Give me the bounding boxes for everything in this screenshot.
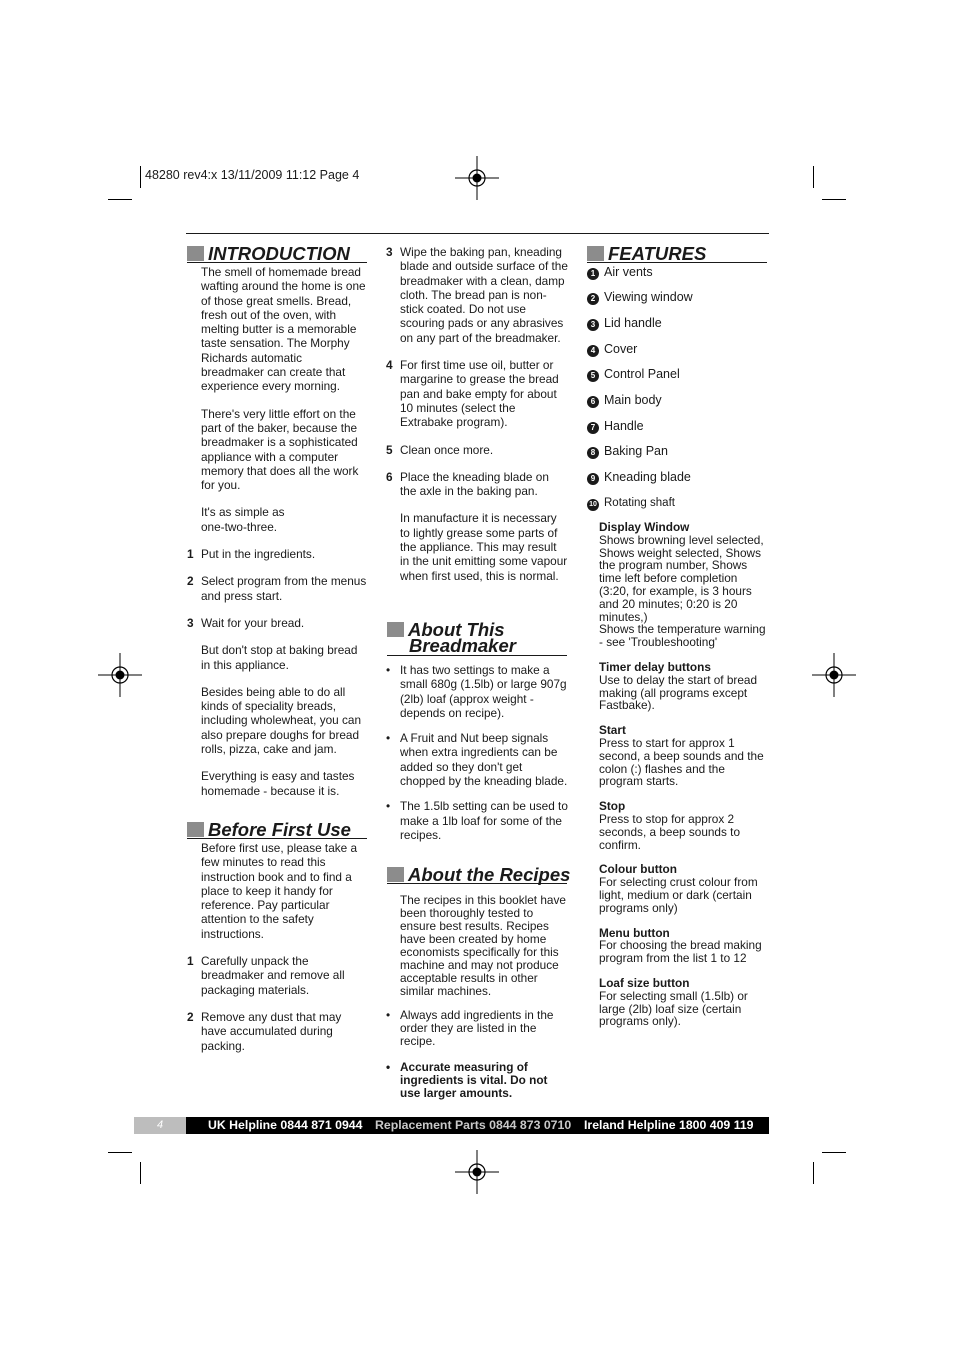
about-breadmaker-heading: About This Breadmaker — [387, 622, 516, 654]
heading-square — [187, 822, 204, 837]
registration-mark-left — [98, 653, 142, 697]
crop-mark — [108, 199, 132, 200]
timer-delay-text: Use to delay the start of bread making (all programs except Fastbake). — [599, 672, 758, 713]
number-badge: 10 — [587, 499, 599, 511]
top-rule — [186, 233, 769, 234]
heading-square — [587, 246, 604, 261]
intro-paragraph: Besides being able to do all kinds of speciality breads, including wholewheat, you can also prepare doughs for bread rolls, pizza, cake and jam. — [201, 684, 362, 757]
feature-item: 7 Handle — [587, 419, 644, 434]
list-item: 1 Carefully unpack the breadmaker and remove all packaging materials. — [187, 954, 345, 997]
colour-button-text: For selecting crust colour from light, medium or dark (certain programs only) — [599, 875, 758, 915]
about-recipes-column — [386, 894, 568, 1100]
number-badge: 6 — [587, 396, 599, 408]
crop-mark — [822, 1152, 846, 1153]
registration-mark-right — [812, 653, 856, 697]
number-badge: 1 — [587, 268, 599, 280]
start-heading: Start — [599, 723, 626, 738]
list-item: 2 Remove any dust that may have accumulated during packing. — [187, 1009, 342, 1053]
introduction-heading: INTRODUCTION — [187, 245, 350, 262]
crop-mark — [140, 166, 141, 188]
intro-paragraph: Everything is easy and tastes homemade - because it is. — [201, 769, 355, 798]
feature-item: 8 Baking Pan — [587, 444, 668, 459]
heading-rule — [387, 883, 567, 884]
about-breadmaker-column — [386, 663, 568, 842]
menu-button-heading: Menu button — [599, 925, 670, 940]
loaf-size-text: For selecting small (1.5lb) or large (2lb) loaf size (certain programs only). — [599, 988, 748, 1029]
before-paragraph: Before first use, please take a few minutes to read this instruction book and to find a place to keep it handy for reference. Pay particular attention to the safety instructions. — [201, 841, 358, 941]
heading-rule — [187, 838, 367, 839]
about-recipes-heading: About the Recipes — [387, 866, 570, 883]
intro-paragraph: It's as simple as one-two-three. — [201, 505, 285, 534]
print-slug: 48280 rev4:x 13/11/2009 11:12 Page 4 — [145, 168, 360, 182]
loaf-size-heading: Loaf size button — [599, 975, 690, 990]
list-item: 5 Clean once more. — [386, 442, 494, 457]
number-badge: 8 — [587, 447, 599, 459]
middle-column — [386, 245, 568, 583]
heading-square — [387, 867, 404, 882]
ireland-helpline: Ireland Helpline 1800 409 119 — [584, 1118, 754, 1132]
features-heading: FEATURES — [587, 245, 706, 262]
crop-mark — [822, 199, 846, 200]
feature-item: 5 Control Panel — [587, 367, 680, 382]
before-first-use-column — [187, 841, 367, 1053]
helpline-footer — [186, 1117, 769, 1134]
crop-mark — [813, 1162, 814, 1184]
number-badge: 2 — [587, 293, 599, 305]
registration-mark-top — [455, 156, 499, 200]
stop-heading: Stop — [599, 799, 626, 814]
introduction-column — [187, 265, 367, 798]
note-paragraph: In manufacture it is necessary to lightly grease some parts of the appliance. This may result in the unit emitting some vapour when first used, this is normal. — [400, 511, 568, 583]
feature-item: 2 Viewing window — [587, 290, 693, 305]
number-badge: 5 — [587, 370, 599, 382]
intro-paragraph: But don't stop at baking bread in this appliance. — [201, 643, 358, 672]
intro-paragraph: The smell of homemade bread wafting around the home is one of those great smells. Bread, fresh out of the oven, with melting butter is a memorable taste sensation. The Morphy Richards automatic breadmaker can create that experience every morning. — [201, 265, 366, 394]
feature-item: 9 Kneading blade — [587, 470, 691, 485]
menu-button-text: For choosing the bread making program from the list 1 to 12 — [599, 938, 762, 966]
feature-item: 3 Lid handle — [587, 316, 662, 331]
before-first-use-heading: Before First Use — [187, 821, 351, 838]
heading-square — [187, 246, 204, 261]
bullet-item: • The 1.5lb setting can be used to make a 1lb loaf for some of the recipes. — [386, 799, 568, 842]
replacement-parts: Replacement Parts 0844 873 0710 — [375, 1118, 572, 1132]
start-text: Press to start for approx 1 second, a beep sounds and the colon (:) flashes and the program starts. — [599, 735, 764, 789]
registration-mark-bottom — [455, 1150, 499, 1194]
list-item: 3 Wait for your bread. — [187, 615, 305, 630]
list-item: 3 Wipe the baking pan, kneading blade and outside surface of the breadmaker with a clean, damp cloth. The bread pan is non-stick coated. Do not use scouring pads or any abrasives on any part of the breadmaker. — [386, 245, 568, 345]
features-details — [599, 521, 769, 1028]
list-item: 6 Place the kneading blade on the axle in the baking pan. — [386, 469, 549, 499]
list-item: 4 For first time use oil, butter or margarine to grease the bread pan and bake empty for about 10 minutes (select the Extrabake program). — [386, 358, 559, 430]
crop-mark — [140, 1162, 141, 1184]
heading-rule — [587, 262, 767, 263]
display-window-text: Shows browning level selected, Shows weight selected, Shows the program number, Shows time left before completion (3:20, for example, is 3 hours and 20 minutes; 0:20 is 20 minutes,) — [599, 532, 764, 624]
heading-rule — [187, 262, 367, 263]
recipes-paragraph: The recipes in this booklet have been thoroughly tested to ensure best results. Recipes have been created by home economists specifically for this machine and may not produce acceptable results in other similar machines. — [400, 893, 566, 998]
uk-helpline: UK Helpline 0844 871 0944 — [208, 1118, 363, 1132]
feature-item: 10 Rotating shaft — [587, 497, 675, 511]
stop-text: Press to stop for approx 2 seconds, a beep sounds to confirm. — [599, 811, 741, 852]
bullet-item: • Always add ingredients in the order they are listed in the recipe. — [386, 1008, 554, 1048]
display-window-text: Shows the temperature warning - see 'Troubleshooting' — [599, 622, 766, 650]
bullet-item: • It has two settings to make a small 680g (1.5lb) or large 907g (2lb) loaf (approx weight - depends on recipe). — [386, 663, 567, 720]
page-number: 4 — [134, 1117, 186, 1134]
number-badge: 9 — [587, 473, 599, 485]
bullet-item: • Accurate measuring of ingredients is vital. Do not use larger amounts. — [386, 1060, 548, 1100]
colour-button-heading: Colour button — [599, 862, 677, 877]
display-window-heading: Display Window — [599, 520, 690, 534]
intro-paragraph: There's very little effort on the part of the baker, because the breadmaker is a sophisticated appliance with a computer memory that does all the work for you. — [201, 406, 359, 493]
number-badge: 7 — [587, 422, 599, 434]
feature-item: 1 Air vents — [587, 265, 653, 280]
number-badge: 4 — [587, 345, 599, 357]
number-badge: 3 — [587, 319, 599, 331]
bullet-item: • A Fruit and Nut beep signals when extra ingredients can be added so they don't get chopped by the kneading blade. — [386, 731, 568, 789]
list-item: 2 Select program from the menus and press start. — [187, 574, 367, 603]
feature-item: 4 Cover — [587, 342, 637, 357]
list-item: 1 Put in the ingredients. — [187, 547, 316, 562]
feature-item: 6 Main body — [587, 393, 662, 408]
heading-rule — [387, 655, 567, 656]
crop-mark — [108, 1152, 132, 1153]
timer-delay-heading: Timer delay buttons — [599, 659, 711, 674]
crop-mark — [813, 166, 814, 188]
